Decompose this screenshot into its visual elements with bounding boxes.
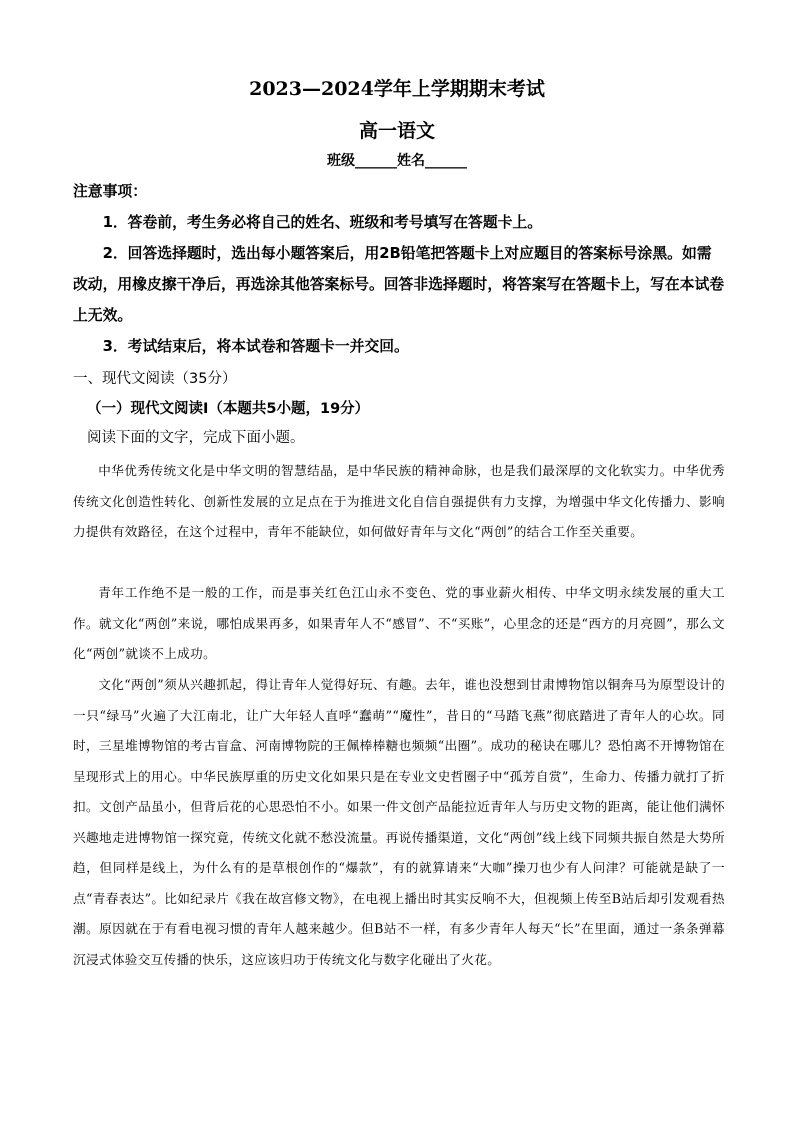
passage-paragraph-1: 中华优秀传统文化是中华文明的智慧结晶，是中华民族的精神命脉，也是我们最深厚的文化软实力。中华优秀传统文化创造性转化、创新性发展的立足点在于为推进文化自信自强提供有力支撑，为增强中华文化传播力、影响力提供有效路径，在这个过程中，青年不能缺位，如何做好青年与文化“两创”的结合工作至关重要。	[73, 463, 725, 539]
notice-item-1: 1．答卷前，考生务必将自己的姓名、班级和考号填写在答题卡上。	[102, 214, 543, 231]
notice-item-2: 2．回答选择题时，选出每小题答案后，用2B铅笔把答题卡上对应题目的答案标号涂黑。如需改动，用橡皮擦干净后，再选涂其他答案标号。回答非选择题时，将答案写在答题卡上，写在本试卷上无效。	[73, 245, 725, 324]
class-name-line: 班级______姓名______	[327, 153, 467, 169]
subsection-heading: （一）现代文阅读Ⅰ（本题共5小题，19分）	[87, 401, 370, 417]
passage-paragraph-3: 文化“两创”须从兴趣抓起，得让青年人觉得好玩、有趣。去年，谁也没想到甘肃博物馆以铜奔马为原型设计的一只“绿马”火遍了大江南北，让广大年轻人直呼“蠢萌”“魔性”，昔日的“马踏飞燕”彻底踏进了青年人的心坎。同时，三星堆博物馆的考古盲盒、河南博物院的王佩棒棒糖也频频“出圈”。成功的秘诀在哪儿？恐怕离不开博物馆在呈现形式上的用心。中华民族厚重的历史文化如果只是在专业文史哲圈子中“孤芳自赏”，生命力、传播力就打了折扣。文创产品虽小，但背后花的心思恐怕不小。如果一件文创产品能拉近青年人与历史文物的距离，能让他们满怀兴趣地走进博物馆一探究竟，传统文化就不愁没流量。再说传播渠道，文化“两创”线上线下同频共振自然是大势所趋，但同样是线上，为什么有的是草根创作的“爆款”，有的就算请来“大咖”操刀也少有人问津？可能就是缺了一点“青春表达”。比如纪录片《我在故宫修文物》，在电视上播出时其实反响不大，但视频上传至B站后却引发观看热潮。原因就在于有看电视习惯的青年人越来越少。但B站不一样，有多少青年人每天“长”在里面，通过一条条弹幕沉浸式体验交互传播的快乐，这应该归功于传统文化与数字化碰出了火花。	[73, 677, 725, 967]
notice-heading: 注意事项：	[73, 183, 147, 200]
reading-instruction: 阅读下面的文字，完成下面小题。	[87, 430, 305, 446]
section-heading: 一、现代文阅读（35分）	[73, 371, 237, 387]
exam-title: 2023—2024学年上学期期末考试	[249, 78, 545, 100]
exam-subject: 高一语文	[358, 120, 435, 142]
notice-item-3: 3．考试结束后，将本试卷和答题卡一并交回。	[102, 338, 409, 355]
passage-paragraph-2: 青年工作绝不是一般的工作，而是事关红色江山永不变色、党的事业薪火相传、中华文明永续发展的重大工作。就文化“两创”来说，哪怕成果再多，如果青年人不“感冒”、不“买账”，心里念的还是“西方的月亮圆”，那么文化“两创”就谈不上成功。	[73, 585, 725, 661]
